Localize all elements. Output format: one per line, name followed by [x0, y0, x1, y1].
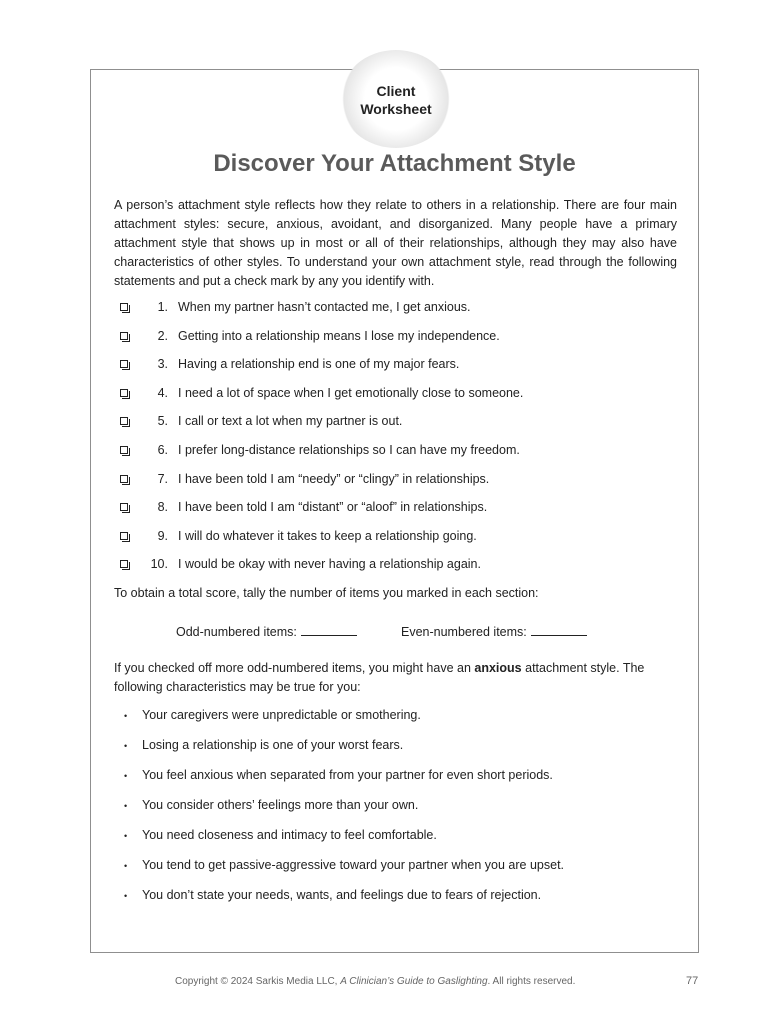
badge-line-1: Client [376, 83, 416, 99]
list-item [124, 828, 437, 844]
statement-item [114, 555, 481, 573]
checkbox-icon[interactable] [120, 389, 128, 397]
list-item [124, 708, 421, 724]
bullet-icon: • [124, 891, 128, 901]
rights-text: . All rights reserved. [487, 976, 576, 987]
bullet-text: Losing a relationship is one of your worst fears. [142, 738, 404, 752]
bullet-text: You consider others’ feelings more than your own. [142, 798, 419, 812]
tally-instructions: To obtain a total score, tally the number of items you marked in each section: [114, 586, 539, 600]
list-item [124, 738, 403, 754]
bullet-text: You need closeness and intimacy to feel comfortable. [142, 828, 437, 842]
checkbox-icon[interactable] [120, 332, 128, 340]
page-title: Discover Your Attachment Style [213, 150, 576, 177]
statement-text: I prefer long-distance relationships so I can have my freedom. [178, 443, 520, 457]
statement-item [114, 498, 487, 516]
bullet-text: Your caregivers were unpredictable or smothering. [142, 708, 421, 722]
list-item [124, 858, 564, 874]
result-text-after: attachment style. The following characteristics may be true for you: [114, 661, 645, 694]
statement-text: I need a lot of space when I get emotionally close to someone. [178, 386, 524, 400]
statement-number: 2. [157, 329, 168, 343]
statement-text: I have been told I am “needy” or “clingy” in relationships. [178, 472, 490, 486]
odd-items-blank[interactable] [301, 623, 357, 636]
result-paragraph [114, 659, 677, 697]
bullet-icon: • [124, 831, 128, 841]
copyright-text: Copyright © 2024 Sarkis Media LLC, [175, 976, 341, 987]
bullet-icon: • [124, 711, 128, 721]
checkbox-icon[interactable] [120, 417, 128, 425]
statement-number: 9. [157, 529, 168, 543]
bullet-icon: • [124, 801, 128, 811]
checkbox-icon[interactable] [120, 532, 128, 540]
statement-number: 4. [157, 386, 168, 400]
checkbox-icon[interactable] [120, 360, 128, 368]
list-item [124, 888, 541, 904]
statement-number: 10. [150, 557, 168, 571]
book-title: A Clinician’s Guide to Gaslighting [340, 976, 488, 987]
statement-item [114, 412, 402, 430]
statement-item [114, 470, 489, 488]
checkbox-icon[interactable] [120, 446, 128, 454]
badge-line-2: Worksheet [360, 101, 432, 117]
intro-paragraph: A person’s attachment style reflects how they relate to others in a relationship. There are four main attachment styles: secure, anxious, avoidant, and disorganized. Many people have a primary attachment style that shows up in most or all of their relationships, although they may also have characteristics of other styles. To understand your own attachment style, read through the following statements and put a check mark by any you identify with. [114, 198, 677, 288]
list-item [124, 768, 553, 784]
checkbox-icon[interactable] [120, 503, 128, 511]
statement-item [114, 298, 471, 316]
statement-item [114, 327, 500, 345]
bullet-icon: • [124, 741, 128, 751]
page-number: 77 [686, 975, 699, 987]
statement-item [114, 384, 523, 402]
odd-items-tally [176, 623, 357, 639]
statement-number: 3. [157, 357, 168, 371]
result-text-before: If you checked off more odd-numbered items, you might have an [114, 661, 475, 675]
bullet-text: You tend to get passive-aggressive toward your partner when you are upset. [142, 858, 565, 872]
statement-text: I call or text a lot when my partner is out. [178, 414, 403, 428]
even-items-label: Even-numbered items: [401, 625, 527, 639]
statement-text: Getting into a relationship means I lose my independence. [178, 329, 500, 343]
statement-text: When my partner hasn’t contacted me, I get anxious. [178, 300, 471, 314]
odd-items-label: Odd-numbered items: [176, 625, 297, 639]
statement-item [114, 355, 459, 373]
checkbox-icon[interactable] [120, 303, 128, 311]
statement-item [114, 441, 520, 459]
list-item [124, 798, 418, 814]
client-worksheet-badge [340, 50, 452, 148]
attachment-style-term: anxious [474, 661, 522, 675]
statement-number: 6. [157, 443, 168, 457]
statement-item [114, 527, 477, 545]
copyright-footer [175, 976, 575, 987]
statement-number: 7. [157, 472, 168, 486]
checkbox-icon[interactable] [120, 475, 128, 483]
statement-number: 8. [157, 500, 168, 514]
checkbox-icon[interactable] [120, 560, 128, 568]
bullet-icon: • [124, 771, 128, 781]
bullet-icon: • [124, 861, 128, 871]
even-items-tally [401, 623, 587, 639]
bullet-text: You feel anxious when separated from your partner for even short periods. [142, 768, 553, 782]
statement-number: 5. [157, 414, 168, 428]
statement-number: 1. [157, 300, 168, 314]
even-items-blank[interactable] [531, 623, 587, 636]
statement-text: I will do whatever it takes to keep a relationship going. [178, 529, 477, 543]
statement-text: Having a relationship end is one of my major fears. [178, 357, 460, 371]
bullet-text: You don’t state your needs, wants, and feelings due to fears of rejection. [142, 888, 542, 902]
statement-text: I would be okay with never having a relationship again. [178, 557, 481, 571]
statement-text: I have been told I am “distant” or “aloof” in relationships. [178, 500, 488, 514]
